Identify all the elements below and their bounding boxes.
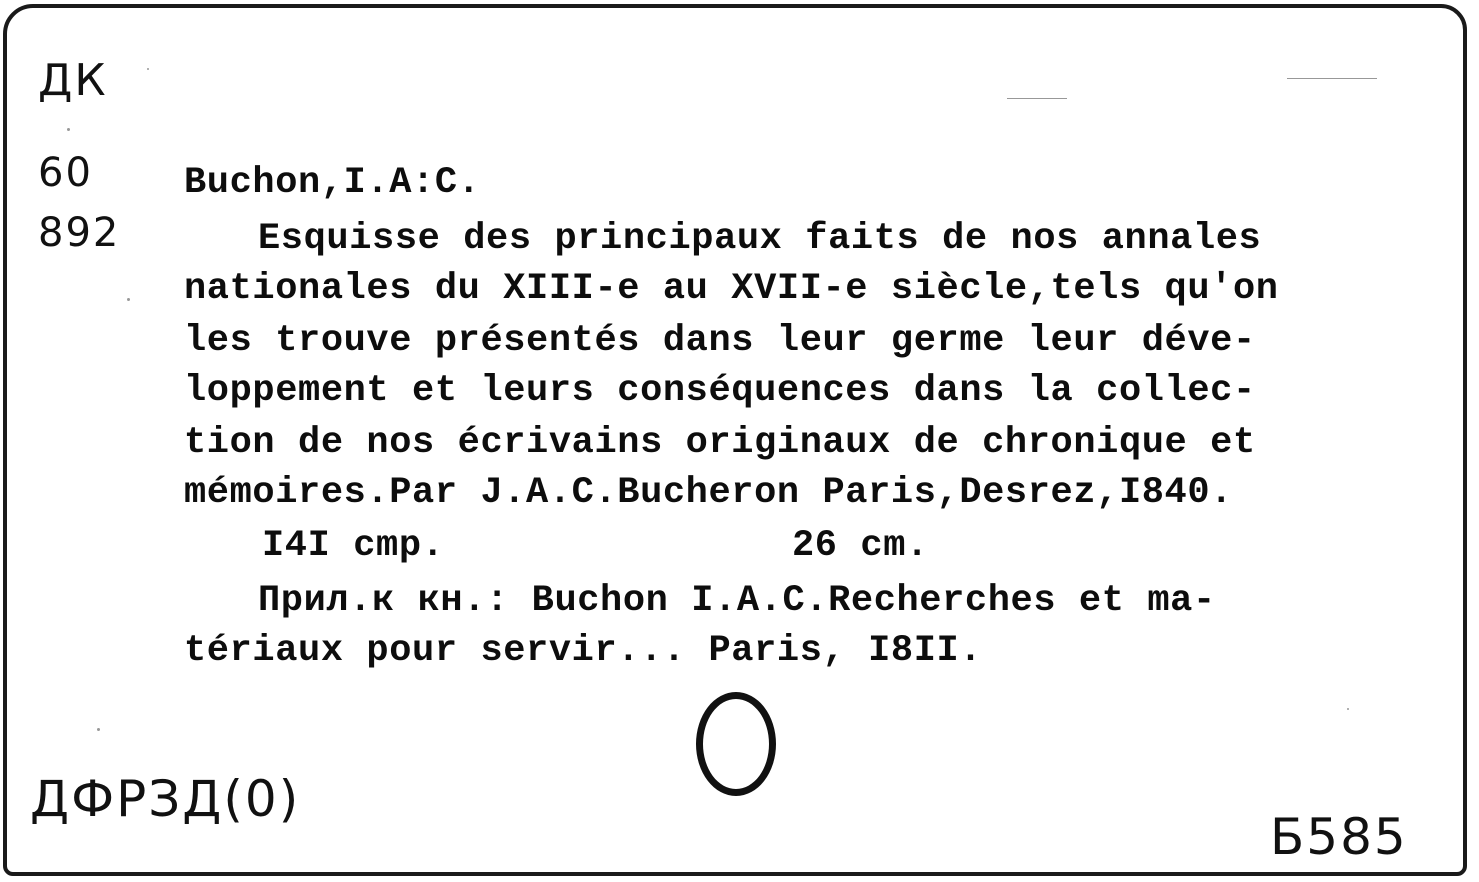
title-line: Esquisse des principaux faits de nos annales bbox=[258, 218, 1262, 260]
speck bbox=[147, 68, 149, 70]
inventory-number: Б585 bbox=[1270, 808, 1408, 866]
call-number-line-3: 892 bbox=[38, 210, 121, 256]
title-line: les trouve présentés dans leur germe leur déve- bbox=[184, 320, 1256, 362]
appendix-note: tériaux pour servir... Paris, I8II. bbox=[184, 630, 983, 672]
title-line: tion de nos écrivains originaux de chronique et bbox=[184, 422, 1256, 464]
zero-stamp bbox=[696, 692, 776, 796]
speck bbox=[1347, 708, 1349, 710]
shelf-code: ДФРЗД(0) bbox=[30, 770, 301, 828]
pagination: I4I cmp. bbox=[262, 525, 445, 567]
size: 26 cm. bbox=[792, 525, 929, 567]
speck bbox=[1007, 98, 1067, 99]
speck bbox=[1287, 78, 1377, 79]
title-line: loppement et leurs conséquences dans la collec- bbox=[184, 370, 1256, 412]
call-number-line-2: 60 bbox=[38, 150, 93, 196]
title-line: mémoires.Par J.A.C.Bucheron Paris,Desrez,I840. bbox=[184, 472, 1233, 514]
title-line: nationales du XIII-e au XVII-e siècle,tels qu'on bbox=[184, 268, 1279, 310]
speck bbox=[127, 298, 130, 301]
call-number-line-1: ДК bbox=[38, 55, 108, 106]
speck bbox=[67, 128, 70, 131]
speck bbox=[97, 728, 100, 731]
appendix-note: Прил.к кн.: Buchon I.A.C.Recherches et ma- bbox=[258, 580, 1216, 622]
author-heading: Buchon,I.A:C. bbox=[184, 162, 481, 204]
